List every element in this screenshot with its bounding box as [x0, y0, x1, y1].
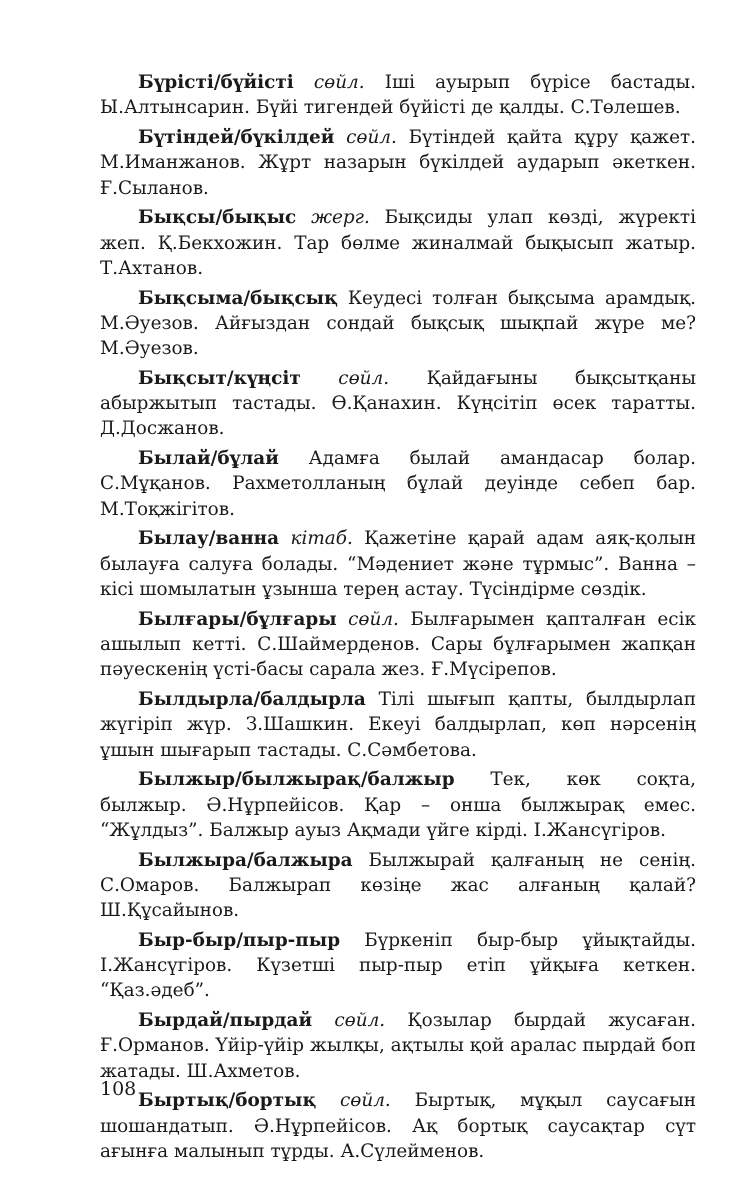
entry-examples: Тілі шығып қапты, былдырлап жүгіріп жүр. З.Шашкин. Екеуі балдырлап, көп нәрсенің ұшын шығарып тастады. С.Сәмбетова.: [100, 688, 696, 761]
dictionary-entry: [100, 767, 696, 843]
entry-headword: Быртық/бортық: [138, 1090, 317, 1112]
dictionary-entry: [100, 687, 696, 763]
dictionary-entry: [100, 366, 696, 442]
entry-examples: Қозылар бырдай жусаған. Ғ.Орманов. Үйір-үйір жылқы, ақтылы қой аралас пырдай боп жатады. Ш.Ахметов.: [100, 1010, 696, 1082]
entry-examples: Быртық, мұқыл саусағын шошандатып. Ә.Нұрпейісов. Ақ бортық саусақтар сүт ағынға малынып тұрды. А.Сүлейменов.: [100, 1090, 696, 1162]
entry-headword: Былдырла/балдырла: [138, 688, 366, 710]
entry-headword: Былжыра/балжыра: [138, 849, 353, 871]
page-number: 108: [100, 1078, 137, 1100]
dictionary-entry: [100, 607, 696, 683]
entry-headword: Былай/бұлай: [138, 448, 279, 470]
entry-examples: Бүтіндей қайта құру қажет. М.Иманжанов. Жұрт назарын бүкілдей аударып әкеткен. Ғ.Сыланов.: [100, 126, 696, 199]
entry-examples: Былғарымен қапталған есік ашылып кетті. С.Шаймерденов. Сары бұлғарымен жапқан пәуескенің үсті-басы сарала жез. Ғ.Мүсірепов.: [100, 608, 696, 681]
dictionary-entry: [100, 70, 696, 121]
entry-usage-mark: сөйл.: [334, 1010, 386, 1032]
entry-usage-mark: сөйл.: [338, 367, 390, 389]
entry-examples: Былжырай қалғаның не сенің. С.Омаров. Балжырап көзіңе жас алғаның қалай? Ш.Құсайынов.: [100, 849, 696, 922]
entry-usage-mark: сөйл.: [346, 126, 397, 148]
entry-headword: Бүрісті/бүйісті: [138, 72, 294, 93]
entry-headword: Бүтіндей/бүкілдей: [138, 126, 335, 148]
entry-usage-mark: сөйл.: [313, 72, 365, 93]
dictionary-entry: [100, 1008, 696, 1084]
entry-usage-mark: сөйл.: [348, 608, 399, 630]
dictionary-entry: [100, 848, 696, 924]
entry-headword: Бырдай/пырдай: [138, 1010, 313, 1032]
entry-headword: Былғары/бұлғары: [138, 608, 337, 630]
dictionary-entry: [100, 446, 696, 522]
entry-examples: Қажетіне қарай адам аяқ-қолын былауға салуға болады. “Мәдениет және тұрмыс”. Ванна – кісі шомылатын ұзынша терең астау. Түсіндірме сөздік.: [100, 528, 696, 600]
entry-examples: Бүркеніп быр-быр ұйықтайды. І.Жансүгіров. Күзетші пыр-пыр етіп ұйқыға кеткен. “Қаз.әдеб”.: [100, 929, 696, 1002]
dictionary-entry: [100, 526, 696, 602]
entry-headword: Бықсыт/күңсіт: [138, 367, 301, 389]
entry-examples: Бықсиды улап көзді, жүректі жеп. Қ.Бекхожин. Тар бөлме жиналмай бықысып жатыр. Т.Ахтанов.: [100, 207, 696, 279]
entry-usage-mark: кітаб.: [290, 528, 353, 550]
dictionary-entry: [100, 286, 696, 362]
dictionary-entry: [100, 125, 696, 201]
entry-examples: Тек, көк соқта, былжыр. Ә.Нұрпейісов. Қар – онша былжырақ емес. “Жұлдыз”. Балжыр ауыз Ақмади үйге кірді. І.Жансүгіров.: [100, 769, 696, 841]
entry-examples: Кеудесі толған бықсыма арамдық. М.Әуезов. Айғыздан сондай бықсық шықпай жүре ме? М.Әуезов.: [100, 287, 696, 360]
entry-list: [100, 70, 696, 1169]
entry-usage-mark: сөйл.: [339, 1090, 391, 1112]
entry-headword: Бықсы/бықыс: [138, 207, 297, 229]
entry-headword: Быр-быр/пыр-пыр: [138, 929, 341, 951]
dictionary-entry: [100, 205, 696, 281]
entry-examples: Қайдағыны бықсытқаны абыржытып тастады. Ө.Қанахин. Күңсітіп өсек таратты. Д.Досжанов.: [100, 367, 696, 440]
dictionary-entry: [100, 928, 696, 1004]
dictionary-entry: [100, 1088, 696, 1164]
entry-headword: Былжыр/былжырақ/балжыр: [138, 769, 455, 791]
entry-examples: Адамға былай амандасар болар. С.Мұқанов. Рахметолланың бұлай деуінде себеп бар. М.Тоқжігітов.: [100, 448, 696, 520]
entry-headword: Бықсыма/бықсық: [138, 287, 338, 309]
entry-headword: Былау/ванна: [138, 528, 280, 550]
entry-examples: Іші ауырып бүрісе бастады. Ы.Алтынсарин. Бүйі тигендей бүйісті де қалды. С.Төлешев.: [100, 72, 696, 119]
entry-usage-mark: жерг.: [311, 207, 370, 229]
